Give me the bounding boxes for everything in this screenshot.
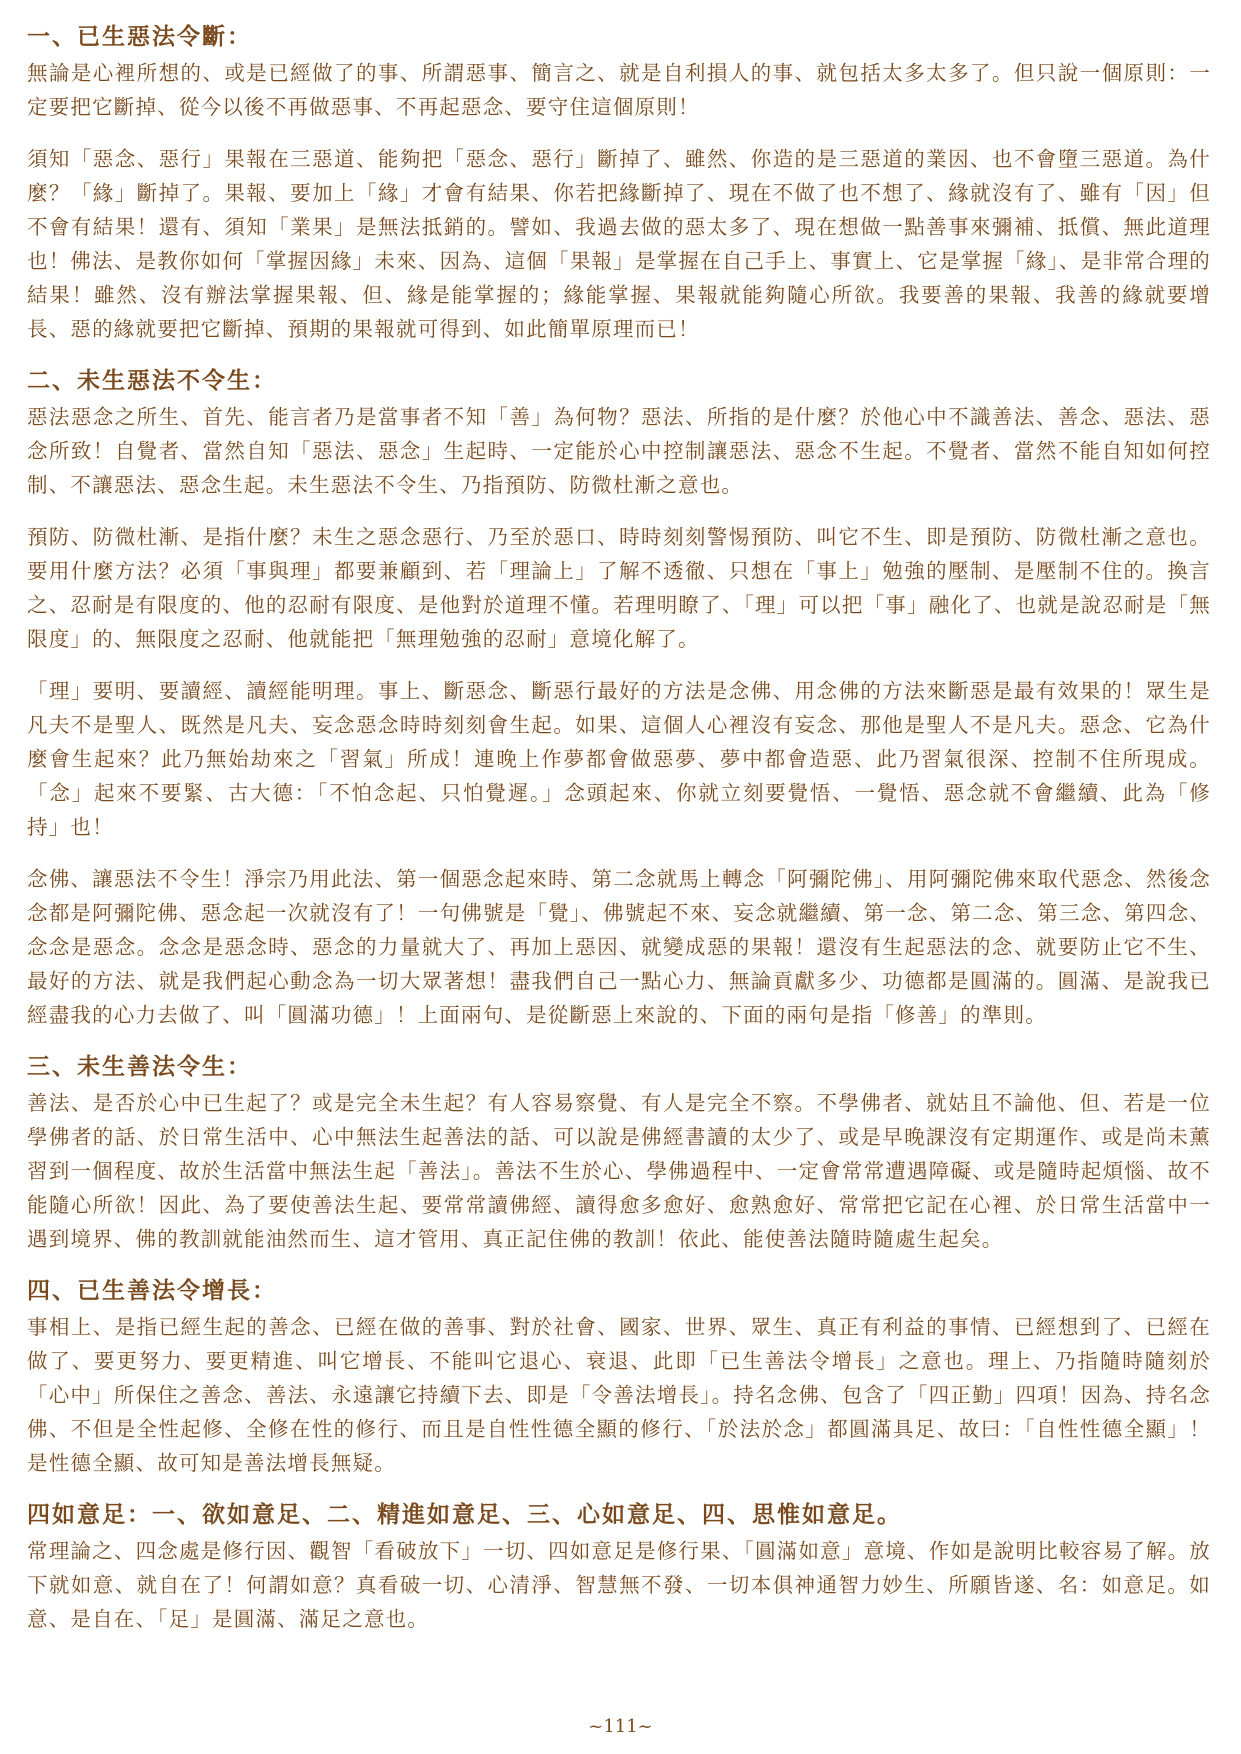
- paragraph: 無論是心裡所想的、或是已經做了的事、所謂惡事、簡言之、就是自利損人的事、就包括太多太多了。但只說一個原則：一定要把它斷掉、從今以後不再做惡事、不再起惡念、要守住這個原則！: [27, 61, 1211, 119]
- section-heading: 三、未生善法令生：: [27, 1053, 252, 1080]
- paragraph: 須知「惡念、惡行」果報在三惡道、能夠把「惡念、惡行」斷掉了、雖然、你造的是三惡道的業因、也不會墮三惡道。為什麼？「緣」斷掉了。果報、要加上「緣」才會有結果、你若把緣斷掉了、現在不做了也不想了、緣就沒有了、雖有「因」但不會有結果！還有、須知「業果」是無法抵銷的。譬如、我過去做的惡太多了、現在想做一點善事來彌補、抵償、無此道理也！佛法、是教你如何「掌握因緣」未來、因為、這個「果報」是掌握在自己手上、事實上、它是掌握「緣」、是非常合理的結果！雖然、沒有辦法掌握果報、但、緣是能掌握的；緣能掌握、果報就能夠隨心所欲。我要善的果報、我善的緣就要增長、惡的緣就要把它斷掉、預期的果報就可得到、如此簡單原理而已！: [27, 147, 1211, 341]
- section-heading: 二、未生惡法不令生：: [27, 367, 277, 394]
- section-heading: 四、已生善法令增長：: [27, 1277, 277, 1304]
- section-1: [27, 22, 1211, 346]
- page-number: ~111~: [588, 1716, 653, 1737]
- paragraph: 「理」要明、要讀經、讀經能明理。事上、斷惡念、斷惡行最好的方法是念佛、用念佛的方法來斷惡是最有效果的！眾生是凡夫不是聖人、既然是凡夫、妄念惡念時時刻刻會生起。如果、這個人心裡沒有妄念、那他是聖人不是凡夫。惡念、它為什麼會生起來？此乃無始劫來之「習氣」所成！連晚上作夢都會做惡夢、夢中都會造惡、此乃習氣很深、控制不住所現成。「念」起來不要緊、古大德：「不怕念起、只怕覺遲。」念頭起來、你就立刻要覺悟、一覺悟、惡念就不會繼續、此為「修持」也！: [27, 679, 1211, 839]
- section-5: [27, 1500, 1211, 1636]
- section-2: [27, 366, 1211, 1032]
- paragraph: 預防、防微杜漸、是指什麼？未生之惡念惡行、乃至於惡口、時時刻刻警惕預防、叫它不生、即是預防、防微杜漸之意也。要用什麼方法？必須「事與理」都要兼顧到、若「理論上」了解不透徹、只想在「事上」勉強的壓制、是壓制不住的。換言之、忍耐是有限度的、他的忍耐有限度、是他對於道理不懂。若理明瞭了、「理」可以把「事」融化了、也就是說忍耐是「無限度」的、無限度之忍耐、他就能把「無理勉強的忍耐」意境化解了。: [27, 525, 1211, 651]
- paragraph: 念佛、讓惡法不令生！淨宗乃用此法、第一個惡念起來時、第二念就馬上轉念「阿彌陀佛」、用阿彌陀佛來取代惡念、然後念念都是阿彌陀佛、惡念起一次就沒有了！一句佛號是「覺」、佛號起不來、妄念就繼續、第一念、第二念、第三念、第四念、念念是惡念。念念是惡念時、惡念的力量就大了、再加上惡因、就變成惡的果報！還沒有生起惡法的念、就要防止它不生、最好的方法、就是我們起心動念為一切大眾著想！盡我們自己一點心力、無論貢獻多少、功德都是圓滿的。圓滿、是說我已經盡我的心力去做了、叫「圓滿功德」！上面兩句、是從斷惡上來說的、下面的兩句是指「修善」的準則。: [27, 867, 1211, 1027]
- paragraph: 善法、是否於心中已生起了？或是完全未生起？有人容易察覺、有人是完全不察。不學佛者、就姑且不論他、但、若是一位學佛者的話、於日常生活中、心中無法生起善法的話、可以說是佛經書讀的太少了、或是早晚課沒有定期運作、或是尚未薰習到一個程度、故於生活當中無法生起「善法」。善法不生於心、學佛過程中、一定會常常遭遇障礙、或是隨時起煩惱、故不能隨心所欲！因此、為了要使善法生起、要常常讀佛經、讀得愈多愈好、愈熟愈好、常常把它記在心裡、於日常生活當中一遇到境界、佛的教訓就能油然而生、這才管用、真正記住佛的教訓！依此、能使善法隨時隨處生起矣。: [27, 1091, 1211, 1251]
- paragraph: 惡法惡念之所生、首先、能言者乃是當事者不知「善」為何物？惡法、所指的是什麼？於他心中不識善法、善念、惡法、惡念所致！自覺者、當然自知「惡法、惡念」生起時、一定能於心中控制讓惡法、惡念不生起。不覺者、當然不能自知如何控制、不讓惡法、惡念生起。未生惡法不令生、乃指預防、防微杜漸之意也。: [27, 405, 1211, 497]
- section-heading: 四如意足：一、欲如意足、二、精進如意足、三、心如意足、四、思惟如意足。: [27, 1501, 902, 1528]
- section-heading: 一、已生惡法令斷：: [27, 23, 252, 50]
- paragraph: 常理論之、四念處是修行因、觀智「看破放下」一切、四如意足是修行果、「圓滿如意」意境、作如是說明比較容易了解。放下就如意、就自在了！何謂如意？真看破一切、心清淨、智慧無不發、一切本俱神通智力妙生、所願皆遂、名：如意足。如意、是自在、「足」是圓滿、滿足之意也。: [27, 1539, 1211, 1631]
- section-4: [27, 1276, 1211, 1480]
- section-3: [27, 1052, 1211, 1256]
- paragraph: 事相上、是指已經生起的善念、已經在做的善事、對於社會、國家、世界、眾生、真正有利益的事情、已經想到了、已經在做了、要更努力、要更精進、叫它增長、不能叫它退心、衰退、此即「已生善法令增長」之意也。理上、乃指隨時隨刻於「心中」所保住之善念、善法、永遠讓它持續下去、即是「令善法增長」。持名念佛、包含了「四正勤」四項！因為、持名念佛、不但是全性起修、全修在性的修行、而且是自性性德全顯的修行、「於法於念」都圓滿具足、故曰：「自性性德全顯」！是性德全顯、故可知是善法增長無疑。: [27, 1315, 1211, 1475]
